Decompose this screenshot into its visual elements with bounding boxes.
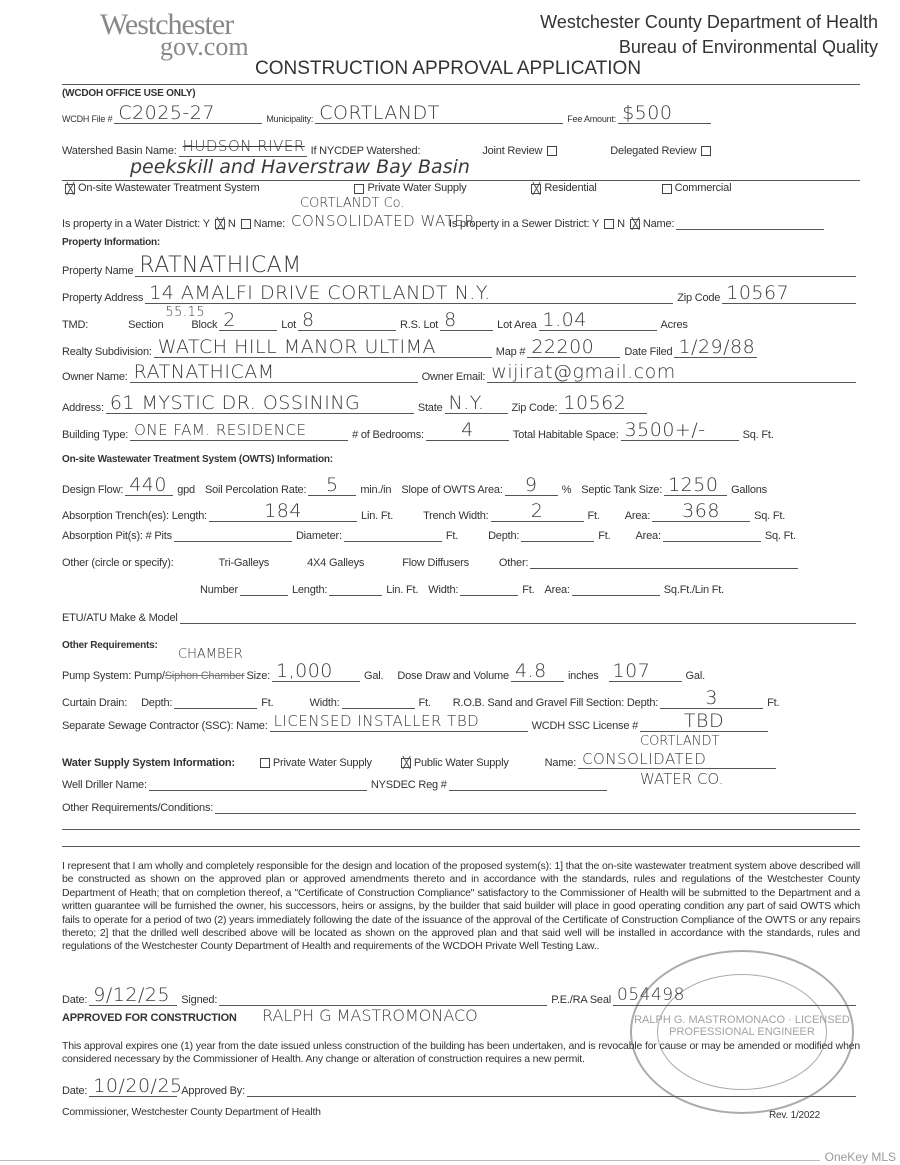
building-type[interactable]: ONE FAM. RESIDENCE xyxy=(130,420,348,441)
watershed-row: Watershed Basin Name: HUDSON RIVER If NYCDEP Watershed: Joint Review Delegated Review xyxy=(62,136,860,157)
owts-heading: On-site Wastewater Treatment System (OWTS) Information: xyxy=(62,454,333,465)
curtain-width[interactable] xyxy=(342,698,415,709)
property-address[interactable]: 14 AMALFI DRIVE CORTLANDT N.Y. xyxy=(145,283,673,304)
property-name[interactable]: RATNATHICAM xyxy=(135,256,856,277)
tmd-block[interactable]: 2 xyxy=(219,310,277,331)
water-district-yes-checkbox[interactable] xyxy=(215,219,225,229)
design-flow[interactable]: 440 xyxy=(125,475,173,496)
other-length[interactable] xyxy=(329,585,382,596)
property-zip[interactable]: 10567 xyxy=(722,283,856,304)
municipality[interactable]: CORTLANDT xyxy=(315,103,563,124)
sewer-district-name[interactable] xyxy=(676,219,824,230)
other-width[interactable] xyxy=(460,585,518,596)
divider xyxy=(62,84,860,85)
signed-date[interactable]: 9/12/25 xyxy=(89,985,177,1006)
commercial-checkbox[interactable] xyxy=(662,184,672,194)
page-title: CONSTRUCTION APPROVAL APPLICATION xyxy=(255,58,642,79)
flow-diffusers-option[interactable]: Flow Diffusers xyxy=(402,557,469,569)
certification-text: I represent that I am wholly and completely responsible for the design and location of the proposed system(s): 1] that the on-site wastewater treatment system above described will be constructed as shown on the approved plan or approved amendments thereto and in accordance with the standards, rules and regulations of the Westchester County Department of Heath; that on completion thereof, a "Certificate of Construction Compliance" satisfactory to the Commissioner of Health will be submitted to the Department and a written guarantee will be furnished the owner, his successors, heirs or assigns, by the builder that said builder will place in good operating condition any part of said OWTS which fails to operate for a period of two (2) years immediately following the date of the issuance of the approval of the Certificate of Construction Compliance of the OWTS or any repairs thereto; 2] that the drilled well described above will be located as shown on the approved plan and that said well will be installed in accordance with the standards, rules and regulations of the Westchester County Department of Health and requirements of the WCDOH Private Well Testing Law.. xyxy=(62,860,860,953)
watershed-basin[interactable]: HUDSON RIVER xyxy=(179,136,307,157)
water-district-name-annotation: CORTLANDT Co. xyxy=(300,196,405,211)
bureau-name: Bureau of Environmental Quality xyxy=(618,37,878,57)
septic-tank-size[interactable]: 1250 xyxy=(664,475,727,496)
sewer-district-no-checkbox[interactable] xyxy=(630,219,640,229)
system-type-row: On-site Wastewater Treatment System Private Water Supply Residential Commercial xyxy=(62,182,860,195)
office-row: WCDH File # C2025-27 Municipality: CORTLANDT Fee Amount: $500 xyxy=(62,103,860,124)
pump-type-inserted: CHAMBER xyxy=(178,647,243,662)
pit-depth[interactable] xyxy=(521,531,594,542)
pits-count[interactable] xyxy=(174,531,292,542)
conditions-line xyxy=(62,829,860,830)
trench-area[interactable]: 368 xyxy=(652,501,750,522)
pit-diameter[interactable] xyxy=(344,531,442,542)
file-number[interactable]: C2025-27 xyxy=(114,103,262,124)
pit-area[interactable] xyxy=(663,531,761,542)
westchester-logo: Westchester gov.com xyxy=(100,8,249,61)
watershed-basin-continued: peekskill and Haverstraw Bay Basin xyxy=(130,156,470,178)
approval-date[interactable]: 10/20/25 xyxy=(89,1076,177,1097)
owner-address[interactable]: 61 MYSTIC DR. OSSINING xyxy=(106,393,414,414)
approved-by-signature[interactable] xyxy=(247,1086,856,1097)
galleys-4x4-option[interactable]: 4X4 Galleys xyxy=(307,557,365,569)
ssc-name[interactable]: LICENSED INSTALLER TBD xyxy=(270,711,528,732)
sewer-district-yes-checkbox[interactable] xyxy=(604,219,614,229)
well-driller-name[interactable] xyxy=(149,780,367,791)
signature-field[interactable] xyxy=(219,995,547,1006)
approval-expiry-text: This approval expires one (1) year from the date issued unless construction of the building has been undertaken, and is revocable for cause or may be amended or modified when considered necessary by the Commissioner of Health. Any change or alteration of construction requires a new permit. xyxy=(62,1040,860,1066)
trench-length[interactable]: 184 xyxy=(209,501,357,522)
department-name: Westchester County Department of Health xyxy=(540,12,878,32)
other-specify[interactable] xyxy=(530,558,798,569)
etu-atu-model[interactable] xyxy=(180,613,856,624)
map-number[interactable]: 22200 xyxy=(527,337,620,358)
divider xyxy=(0,1160,820,1161)
revision-label: Rev. 1/2022 xyxy=(769,1110,820,1121)
other-requirements-heading: Other Requirements: xyxy=(62,640,158,651)
water-district-no-checkbox[interactable] xyxy=(241,219,251,229)
private-water-supply-checkbox[interactable] xyxy=(260,758,270,768)
private-water-checkbox[interactable] xyxy=(354,184,364,194)
approved-for-construction-label: APPROVED FOR CONSTRUCTION xyxy=(62,1012,237,1024)
dose-volume[interactable]: 107 xyxy=(609,661,682,682)
engineer-seal: RALPH G. MASTROMONACO · LICENSED PROFESSIONAL ENGINEER xyxy=(630,950,854,1114)
commissioner-label: Commissioner, Westchester County Department of Health xyxy=(62,1106,321,1118)
owts-slope[interactable]: 9 xyxy=(505,475,558,496)
residential-checkbox[interactable] xyxy=(531,184,541,194)
owner-name[interactable]: RATNATHICAM xyxy=(130,362,418,383)
dose-inches[interactable]: 4.8 xyxy=(511,661,564,682)
ssc-license[interactable]: TBD xyxy=(640,711,768,732)
tmd-lot[interactable]: 8 xyxy=(298,310,396,331)
other-area[interactable] xyxy=(572,585,660,596)
joint-review-checkbox[interactable] xyxy=(547,146,557,156)
lot-area[interactable]: 1.04 xyxy=(539,310,657,331)
percolation-rate[interactable]: 5 xyxy=(308,475,356,496)
pump-size[interactable]: 1,000 xyxy=(272,661,360,682)
bedrooms[interactable]: 4 xyxy=(426,420,509,441)
divider xyxy=(62,180,860,181)
office-use-label: (WCDOH OFFICE USE ONLY) xyxy=(62,88,196,99)
owner-email[interactable]: wijirat@gmail.com xyxy=(487,362,856,383)
other-number[interactable] xyxy=(240,585,288,596)
public-water-supply-checkbox[interactable] xyxy=(401,758,411,768)
water-supply-name-line-3: WATER CO. xyxy=(640,770,724,788)
water-district-name[interactable]: CONSOLIDATED WATER xyxy=(291,212,476,230)
owts-checkbox[interactable] xyxy=(65,184,75,194)
water-supply-name-line-1: CORTLANDT xyxy=(640,734,720,749)
realty-subdivision[interactable]: WATCH HILL MANOR ULTIMA xyxy=(154,337,492,358)
pump-type-struck: Siphon Chamber xyxy=(164,670,245,682)
water-supply-name[interactable]: CONSOLIDATED xyxy=(578,751,776,769)
seal-number[interactable]: 054498 xyxy=(613,985,856,1006)
tri-galleys-option[interactable]: Tri-Galleys xyxy=(218,557,270,569)
property-heading: Property Information: xyxy=(62,237,161,248)
signer-name: RALPH G MASTROMONACO xyxy=(262,1006,478,1025)
rs-lot[interactable]: 8 xyxy=(440,310,493,331)
rob-depth[interactable]: 3 xyxy=(660,688,763,709)
watermark: OneKey MLS xyxy=(824,1150,896,1164)
district-row: Is property in a Water District: Y N Name: CONSOLIDATED WATER Is property in a Sewer District: Y N Name: xyxy=(62,213,860,230)
owner-zip[interactable]: 10562 xyxy=(559,393,647,414)
fee-amount[interactable]: $500 xyxy=(618,103,711,124)
habitable-space[interactable]: 3500+/- xyxy=(621,420,739,441)
date-filed[interactable]: 1/29/88 xyxy=(674,337,757,358)
delegated-review-checkbox[interactable] xyxy=(701,146,711,156)
owner-state[interactable]: N.Y. xyxy=(445,393,508,414)
water-supply-row: Water Supply System Information: Private Water Supply Public Water Supply Name: CONSOLIDATED xyxy=(62,751,860,769)
curtain-depth[interactable] xyxy=(174,698,257,709)
conditions-line xyxy=(62,846,860,847)
tmd-section[interactable]: 55.15 xyxy=(165,305,206,320)
other-conditions[interactable] xyxy=(215,803,856,814)
nysdec-reg[interactable] xyxy=(449,780,607,791)
trench-width[interactable]: 2 xyxy=(491,501,584,522)
